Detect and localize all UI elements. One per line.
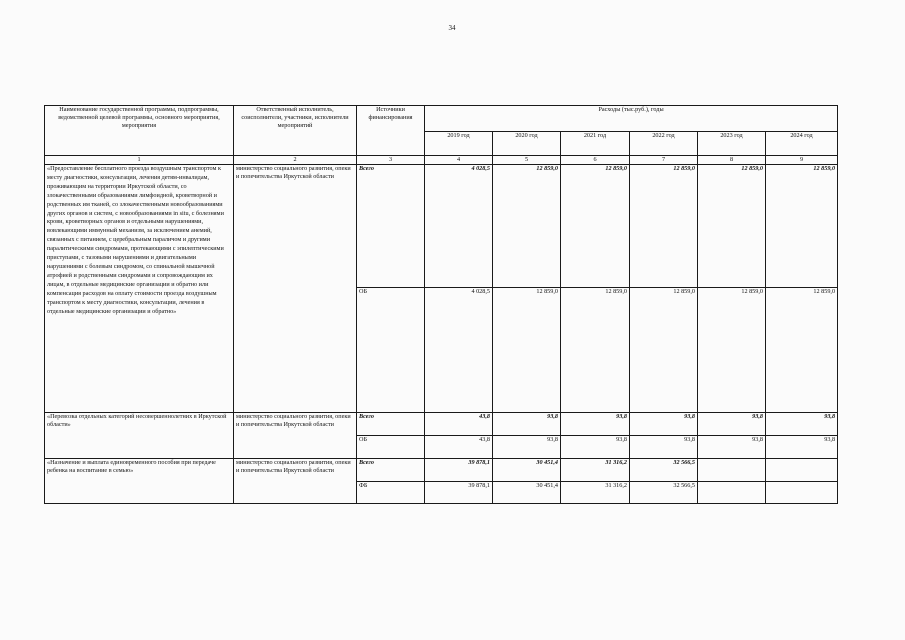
column-number: 6 bbox=[561, 156, 630, 165]
source-label: Всего bbox=[359, 165, 374, 172]
value-cell bbox=[698, 482, 766, 504]
value-cell: 93,8 bbox=[561, 436, 630, 459]
value-cell: 31 316,2 bbox=[561, 459, 630, 482]
header-source: Источники финансирования bbox=[357, 106, 425, 156]
value-cell: 32 566,5 bbox=[630, 459, 698, 482]
column-number: 7 bbox=[630, 156, 698, 165]
header-expenses: Расходы (тыс.руб.), годы bbox=[425, 106, 838, 132]
value-cell: 93,8 bbox=[698, 436, 766, 459]
column-number: 1 bbox=[45, 156, 234, 165]
value-cell: 12 859,0 bbox=[766, 288, 838, 413]
column-number: 4 bbox=[425, 156, 493, 165]
value-cell bbox=[766, 482, 838, 504]
value-cell: 12 859,0 bbox=[766, 165, 838, 288]
budget-table bbox=[44, 105, 838, 504]
value-cell: 4 028,5 bbox=[425, 288, 493, 413]
column-number: 5 bbox=[493, 156, 561, 165]
value-cell: 12 859,0 bbox=[561, 165, 630, 288]
header-year: 2021 год bbox=[561, 132, 630, 156]
value-cell bbox=[698, 459, 766, 482]
value-cell: 32 566,5 bbox=[630, 482, 698, 504]
source-label: ОБ bbox=[357, 436, 425, 459]
value-cell: 93,8 bbox=[630, 436, 698, 459]
value-cell: 30 451,4 bbox=[493, 459, 561, 482]
table-row bbox=[45, 165, 838, 288]
value-cell: 93,8 bbox=[698, 413, 766, 436]
header-year: 2019 год bbox=[425, 132, 493, 156]
measure-name: «Предоставление бесплатного проезда воздушным транспортом к месту диагностики, консультации, лечения детям-инвалидам, проживающим на территории Иркутской области, со злокачественными образованиями лимфоидной, кроветворной и родственных им тканей, со злокачественными новообразованиями других органов и систем, с новообразованиями in situ, с болезнями крови, кроветворных органов и отдельными нарушениями, вовлекающими иммунный механизм, за исключением анемий, связанных с питанием, с церебральным параличом и другими паралитическими синдромами, протекающими с эпилептическими приступами, с тазовыми нарушениями и двигательными нарушениями с болевым синдромом, со спинальной мышечной атрофией и родственными синдромами и сопровождающим их лицам, в отдельные медицинские организации и обратно или компенсация расходов на оплату стоимости проезда воздушным транспортом к месту диагностики, консультации, лечения в отдельные медицинские организации и обратно» bbox=[45, 165, 234, 413]
value-cell: 12 859,0 bbox=[698, 165, 766, 288]
value-cell: 4 028,5 bbox=[425, 165, 493, 288]
column-number: 3 bbox=[357, 156, 425, 165]
value-cell: 30 451,4 bbox=[493, 482, 561, 504]
value-cell: 12 859,0 bbox=[493, 165, 561, 288]
header-year: 2022 год bbox=[630, 132, 698, 156]
value-cell: 93,8 bbox=[766, 413, 838, 436]
value-cell: 43,8 bbox=[425, 413, 493, 436]
header-name: Наименование государственной программы, подпрограммы, ведомственной целевой программы, основного мероприятия, мероприятия bbox=[45, 106, 234, 156]
measure-executor: министерство социального развития, опеки и попечительства Иркутской области bbox=[234, 459, 357, 504]
value-cell: 93,8 bbox=[493, 436, 561, 459]
table-row bbox=[45, 459, 838, 482]
column-number: 9 bbox=[766, 156, 838, 165]
measure-executor: министерство социального развития, опеки и попечительства Иркутской области bbox=[234, 413, 357, 459]
value-cell: 12 859,0 bbox=[493, 288, 561, 413]
value-cell: 93,8 bbox=[493, 413, 561, 436]
value-cell: 93,8 bbox=[630, 413, 698, 436]
source-cell bbox=[357, 413, 425, 436]
value-cell: 12 859,0 bbox=[698, 288, 766, 413]
header-year: 2023 год bbox=[698, 132, 766, 156]
value-cell: 12 859,0 bbox=[630, 288, 698, 413]
column-number: 2 bbox=[234, 156, 357, 165]
source-label: ФБ bbox=[357, 482, 425, 504]
header-year: 2024 год bbox=[766, 132, 838, 156]
source-label: ОБ bbox=[357, 288, 425, 413]
value-cell: 43,8 bbox=[425, 436, 493, 459]
value-cell: 39 878,1 bbox=[425, 459, 493, 482]
value-cell bbox=[766, 459, 838, 482]
measure-name: «Назначение и выплата единовременного пособия при передаче ребенка на воспитание в семью» bbox=[45, 459, 234, 504]
value-cell: 31 316,2 bbox=[561, 482, 630, 504]
value-cell: 93,8 bbox=[766, 436, 838, 459]
value-cell: 39 878,1 bbox=[425, 482, 493, 504]
source-label: Всего bbox=[359, 459, 374, 466]
header-year: 2020 год bbox=[493, 132, 561, 156]
column-number: 8 bbox=[698, 156, 766, 165]
source-label: Всего bbox=[359, 413, 374, 420]
measure-name: «Перевозка отдельных категорий несовершеннолетних в Иркутской области» bbox=[45, 413, 234, 459]
header-executor: Ответственный исполнитель, соисполнители, участники, исполнители мероприятий bbox=[234, 106, 357, 156]
page-number: 34 bbox=[448, 24, 456, 32]
measure-executor: министерство социального развития, опеки и попечительства Иркутской области bbox=[234, 165, 357, 413]
source-cell bbox=[357, 165, 425, 288]
value-cell: 93,8 bbox=[561, 413, 630, 436]
value-cell: 12 859,0 bbox=[561, 288, 630, 413]
value-cell: 12 859,0 bbox=[630, 165, 698, 288]
table-row bbox=[45, 413, 838, 436]
source-cell bbox=[357, 459, 425, 482]
